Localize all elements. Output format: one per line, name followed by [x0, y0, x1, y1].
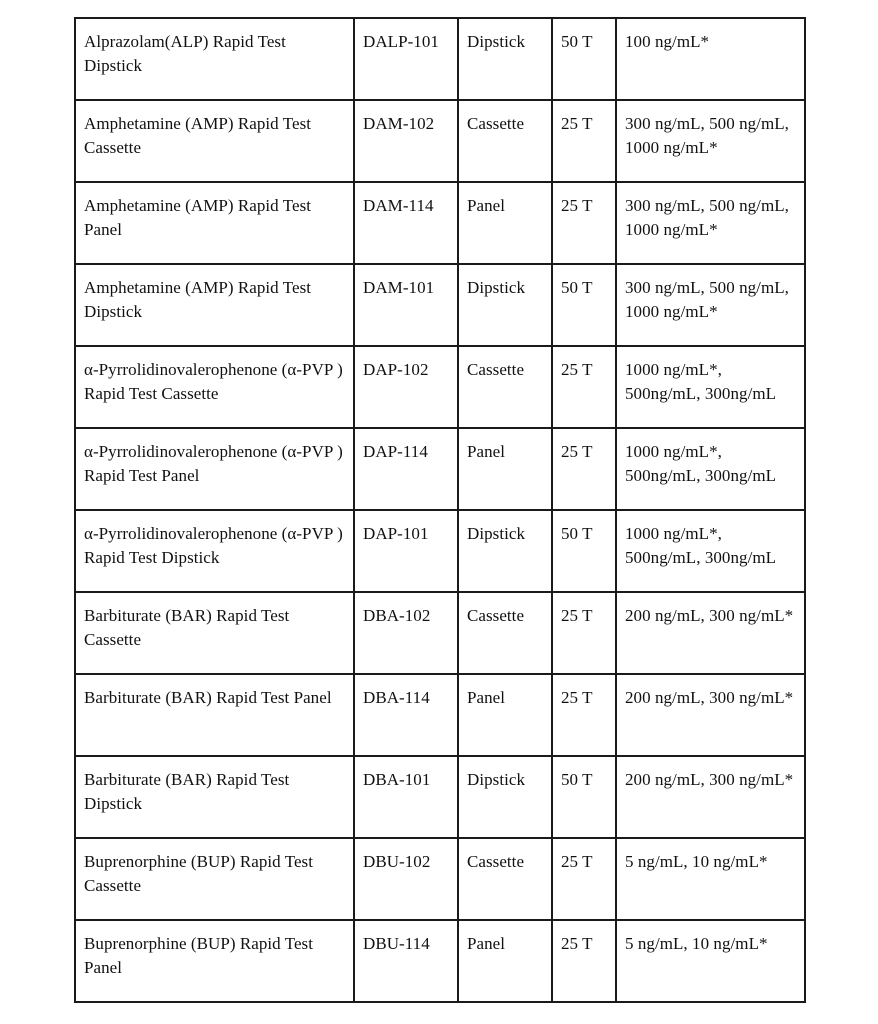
pack-size-cell: 25 T [552, 838, 616, 920]
table-row [75, 674, 805, 756]
concentration-cell: 200 ng/mL, 300 ng/mL* [616, 674, 805, 756]
catalog-number-cell: DBA-102 [354, 592, 458, 674]
format-cell: Panel [458, 428, 552, 510]
table-row [75, 510, 805, 592]
format-cell: Cassette [458, 592, 552, 674]
table-row [75, 182, 805, 264]
concentration-cell: 1000 ng/mL*, 500ng/mL, 300ng/mL [616, 346, 805, 428]
format-cell: Cassette [458, 346, 552, 428]
format-cell: Dipstick [458, 264, 552, 346]
table-row [75, 838, 805, 920]
table-row [75, 346, 805, 428]
format-cell: Dipstick [458, 18, 552, 100]
catalog-number-cell: DBA-114 [354, 674, 458, 756]
catalog-number-cell: DALP-101 [354, 18, 458, 100]
pack-size-cell: 25 T [552, 428, 616, 510]
product-name-cell: Barbiturate (BAR) Rapid Test Dipstick [75, 756, 354, 838]
catalog-number-cell: DAM-101 [354, 264, 458, 346]
product-name-cell: Amphetamine (AMP) Rapid Test Dipstick [75, 264, 354, 346]
format-cell: Panel [458, 674, 552, 756]
pack-size-cell: 50 T [552, 18, 616, 100]
concentration-cell: 5 ng/mL, 10 ng/mL* [616, 920, 805, 1002]
concentration-cell: 200 ng/mL, 300 ng/mL* [616, 592, 805, 674]
product-name-cell: Barbiturate (BAR) Rapid Test Panel [75, 674, 354, 756]
pack-size-cell: 50 T [552, 756, 616, 838]
catalog-number-cell: DAP-102 [354, 346, 458, 428]
pack-size-cell: 25 T [552, 100, 616, 182]
product-name-cell: α-Pyrrolidinovalerophenone (α-PVP ) Rapid Test Panel [75, 428, 354, 510]
format-cell: Panel [458, 182, 552, 264]
catalog-number-cell: DBU-114 [354, 920, 458, 1002]
catalog-number-cell: DBA-101 [354, 756, 458, 838]
table-row [75, 264, 805, 346]
table-row [75, 428, 805, 510]
catalog-number-cell: DAP-101 [354, 510, 458, 592]
table-row [75, 100, 805, 182]
concentration-cell: 5 ng/mL, 10 ng/mL* [616, 838, 805, 920]
product-name-cell: α-Pyrrolidinovalerophenone (α-PVP ) Rapid Test Dipstick [75, 510, 354, 592]
product-name-cell: Barbiturate (BAR) Rapid Test Cassette [75, 592, 354, 674]
product-name-cell: Alprazolam(ALP) Rapid Test Dipstick [75, 18, 354, 100]
format-cell: Cassette [458, 100, 552, 182]
concentration-cell: 300 ng/mL, 500 ng/mL, 1000 ng/mL* [616, 182, 805, 264]
concentration-cell: 200 ng/mL, 300 ng/mL* [616, 756, 805, 838]
pack-size-cell: 50 T [552, 510, 616, 592]
pack-size-cell: 50 T [552, 264, 616, 346]
concentration-cell: 300 ng/mL, 500 ng/mL, 1000 ng/mL* [616, 264, 805, 346]
pack-size-cell: 25 T [552, 182, 616, 264]
catalog-number-cell: DAM-114 [354, 182, 458, 264]
pack-size-cell: 25 T [552, 674, 616, 756]
catalog-number-cell: DBU-102 [354, 838, 458, 920]
product-name-cell: Amphetamine (AMP) Rapid Test Cassette [75, 100, 354, 182]
format-cell: Dipstick [458, 510, 552, 592]
catalog-number-cell: DAM-102 [354, 100, 458, 182]
table-row [75, 756, 805, 838]
product-name-cell: Buprenorphine (BUP) Rapid Test Panel [75, 920, 354, 1002]
table-row [75, 920, 805, 1002]
product-name-cell: Buprenorphine (BUP) Rapid Test Cassette [75, 838, 354, 920]
table-body [75, 18, 805, 1002]
format-cell: Cassette [458, 838, 552, 920]
product-table-container [74, 17, 804, 1003]
concentration-cell: 300 ng/mL, 500 ng/mL, 1000 ng/mL* [616, 100, 805, 182]
pack-size-cell: 25 T [552, 920, 616, 1002]
format-cell: Dipstick [458, 756, 552, 838]
product-name-cell: Amphetamine (AMP) Rapid Test Panel [75, 182, 354, 264]
catalog-number-cell: DAP-114 [354, 428, 458, 510]
table-row [75, 592, 805, 674]
concentration-cell: 1000 ng/mL*, 500ng/mL, 300ng/mL [616, 428, 805, 510]
format-cell: Panel [458, 920, 552, 1002]
table-row [75, 18, 805, 100]
pack-size-cell: 25 T [552, 346, 616, 428]
concentration-cell: 1000 ng/mL*, 500ng/mL, 300ng/mL [616, 510, 805, 592]
product-specification-table [74, 17, 806, 1003]
product-name-cell: α-Pyrrolidinovalerophenone (α-PVP ) Rapid Test Cassette [75, 346, 354, 428]
concentration-cell: 100 ng/mL* [616, 18, 805, 100]
pack-size-cell: 25 T [552, 592, 616, 674]
